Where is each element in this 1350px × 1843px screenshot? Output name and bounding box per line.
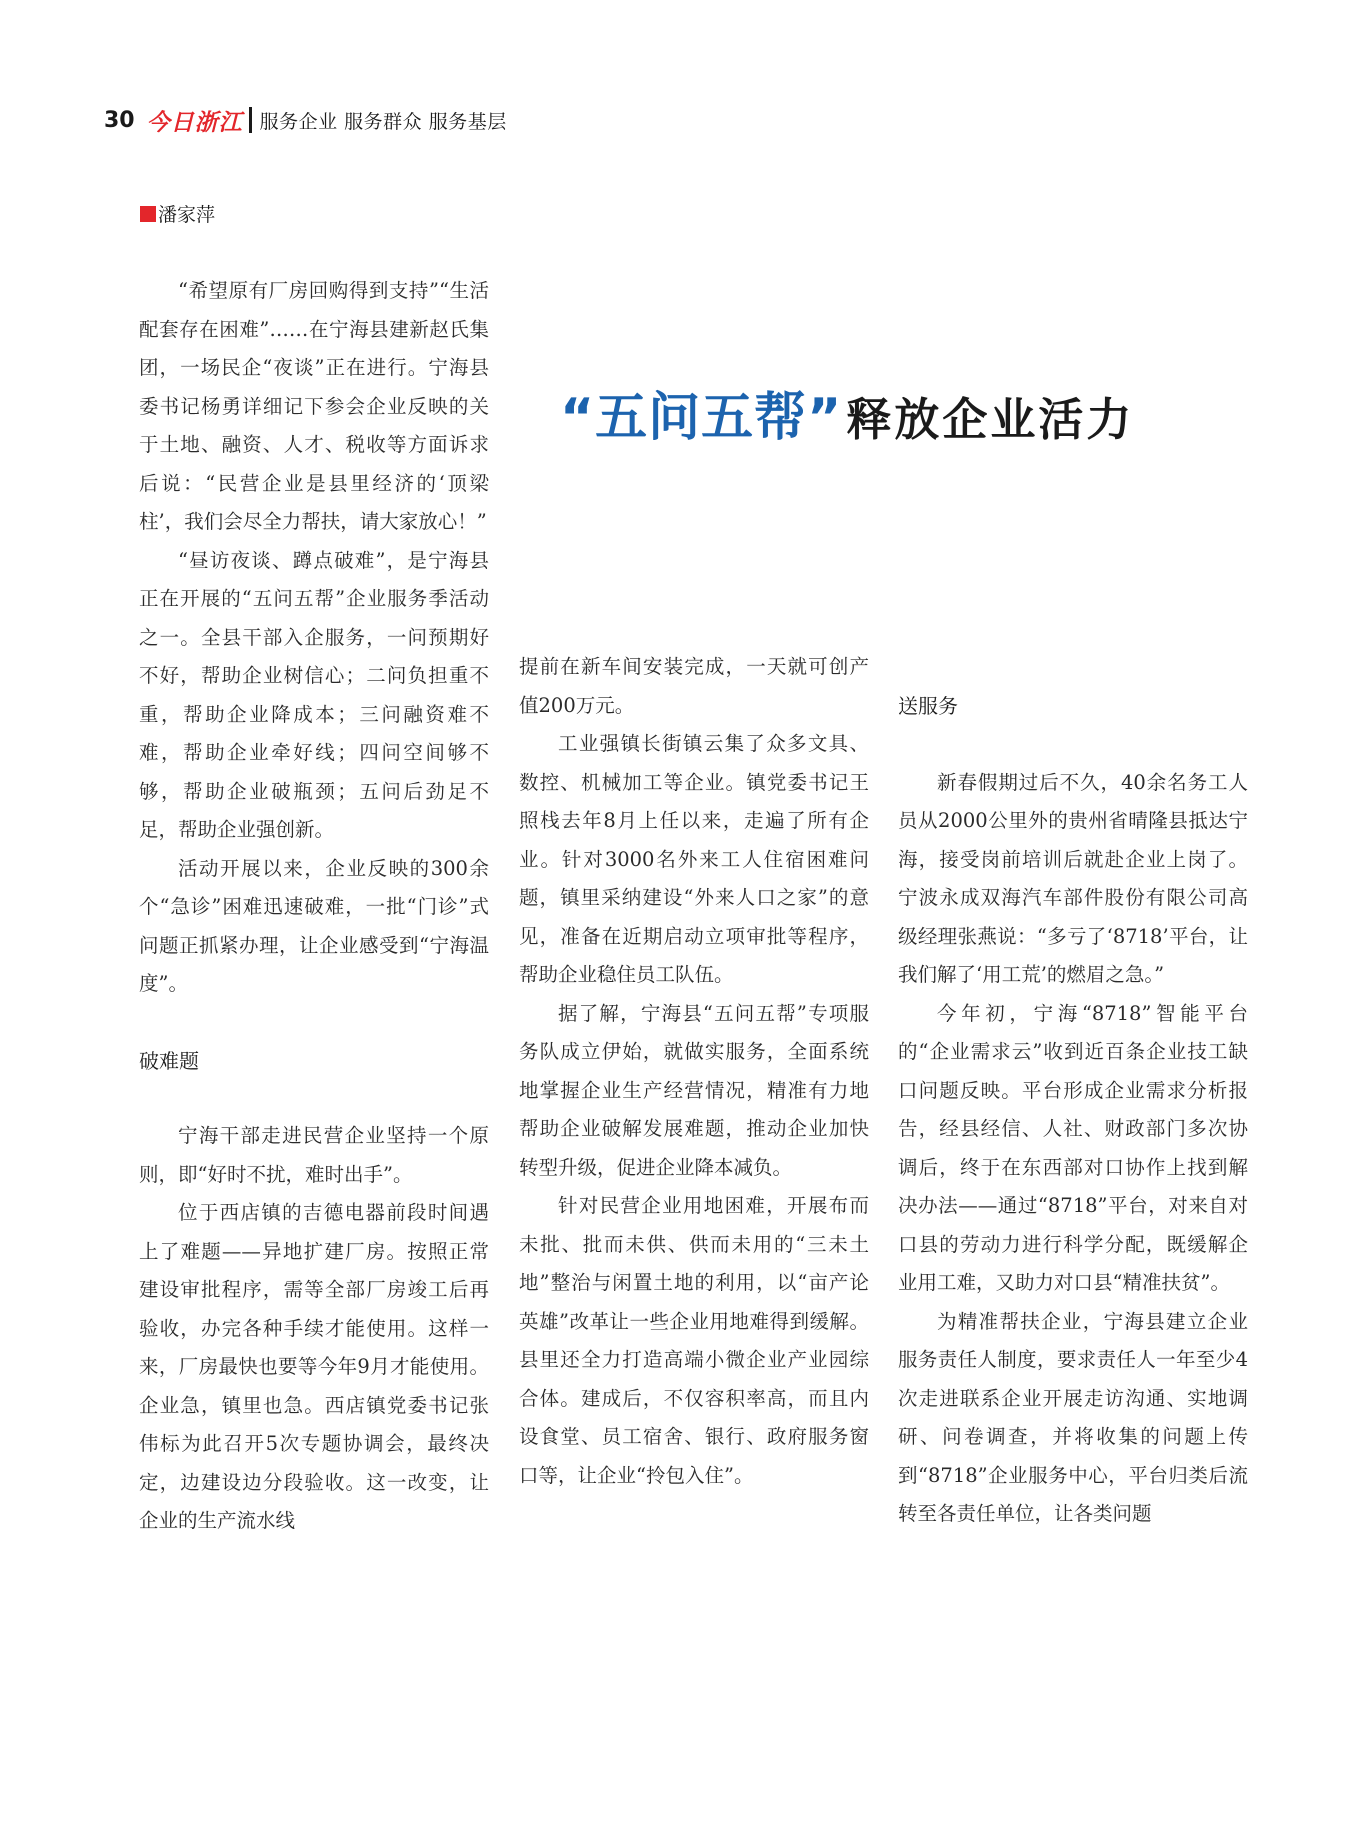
- article-title: [560, 372, 1134, 452]
- paragraph: 位于西店镇的吉德电器前段时间遇上了难题——异地扩建厂房。按照正常建设审批程序，需等全部厂房竣工后再验收，办完各种手续才能使用。这样一来，厂房最快也要等今年9月才能使用。企业急，镇里也急。西店镇党委书记张伟标为此召开5次专题协调会，最终决定，边建设边分段验收。这一改变，让企业的生产流水线: [139, 1201, 489, 1532]
- paragraph: 宁海干部走进民营企业坚持一个原则，即“好时不扰，难时出手”。: [139, 1124, 489, 1186]
- paragraph: 工业强镇长街镇云集了众多文具、数控、机械加工等企业。镇党委书记王照栈去年8月上任以来，走遍了所有企业。针对3000名外来工人住宿困难问题，镇里采纳建设“外来人口之家”的意见，准备在近期启动立项审批等程序，帮助企业稳住员工队伍。: [519, 732, 869, 986]
- paragraph: 今年初，宁海“8718”智能平台的“企业需求云”收到近百条企业技工缺口问题反映。平台形成企业需求分析报告，经县经信、人社、财政部门多次协调后，终于在东西部对口协作上找到解决办法——通过“8718”平台，对来自对口县的劳动力进行科学分配，既缓解企业用工难，又助力对口县“精准扶贫”。: [898, 1001, 1248, 1294]
- magazine-logo: 今日浙江: [146, 108, 243, 136]
- paragraph: 针对民营企业用地困难，开展布而未批、批而未供、供而未用的“三未土地”整治与闲置土地的利用，以“亩产论英雄”改革让一些企业用地难得到缓解。县里还全力打造高端小微企业产业园综合体。建成后，不仅容积率高，而且内设食堂、员工宿舍、银行、政府服务窗口等，让企业“拎包入住”。: [519, 1194, 869, 1487]
- title-rest: 释放企业活力: [846, 392, 1135, 446]
- paragraph: 据了解，宁海县“五问五帮”专项服务队成立伊始，就做实服务，全面系统地掌握企业生产经营情况，精准有力地帮助企业破解发展难题，推动企业加快转型升级，促进企业降本减负。: [519, 1001, 869, 1179]
- article-column-2: [519, 648, 869, 1495]
- paragraph: “昼访夜谈、蹲点破难”，是宁海县正在开展的“五问五帮”企业服务季活动之一。全县干部入企服务，一问预期好不好，帮助企业树信心；二问负担重不重，帮助企业降成本；三问融资难不难，帮助企业牵好线；四问空间够不够，帮助企业破瓶颈；五问后劲足不足，帮助企业强创新。: [139, 548, 489, 841]
- author-name: 潘家萍: [158, 204, 216, 226]
- section-heading-song-fu-wu: 送服务: [898, 694, 958, 718]
- paragraph: “希望原有厂房回购得到支持”“生活配套存在困难”……在宁海县建新赵氏集团，一场民企“夜谈”正在进行。宁海县委书记杨勇详细记下参会企业反映的关于土地、融资、人才、税收等方面诉求后说：“民营企业是县里经济的‘顶梁柱’，我们会尽全力帮扶，请大家放心！”: [139, 279, 489, 533]
- page-number: 30: [104, 107, 135, 133]
- red-square-icon: [140, 206, 156, 222]
- article-column-3: [898, 687, 1248, 1534]
- header-divider: [249, 107, 252, 133]
- author-byline: [140, 200, 215, 227]
- paragraph: 为精准帮扶企业，宁海县建立企业服务责任人制度，要求责任人一年至少4次走进联系企业开展走访沟通、实地调研、问卷调查，并将收集的问题上传到“8718”企业服务中心，平台归类后流转至各责任单位，让各类问题: [898, 1309, 1248, 1525]
- paragraph-continuation: 提前在新车间安装完成，一天就可创产值200万元。: [519, 655, 869, 717]
- article-column-1: [139, 272, 489, 1541]
- page-header: [104, 100, 507, 140]
- paragraph: 活动开展以来，企业反映的300余个“急诊”困难迅速破难，一批“门诊”式问题正抓紧办理，让企业感受到“宁海温度”。: [139, 856, 489, 995]
- header-slogan: 服务企业 服务群众 服务基层: [259, 110, 507, 133]
- title-highlight: “五问五帮”: [560, 387, 843, 448]
- section-heading-po-nan-ti: 破难题: [139, 1048, 199, 1073]
- paragraph: 新春假期过后不久，40余名务工人员从2000公里外的贵州省晴隆县抵达宁海，接受岗前培训后就赴企业上岗了。宁波永成双海汽车部件股份有限公司高级经理张燕说：“多亏了‘8718’平台，让我们解了‘用工荒’的燃眉之急。”: [898, 770, 1248, 986]
